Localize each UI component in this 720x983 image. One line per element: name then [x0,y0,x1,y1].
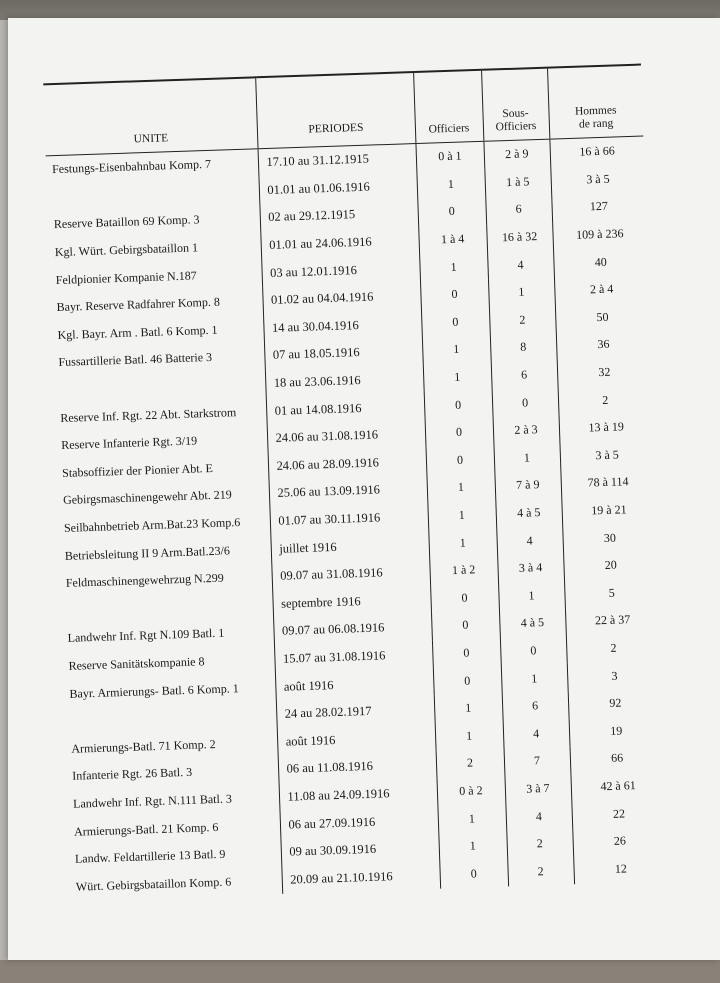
cell-periode: 24.06 au 31.08.1916 [267,420,426,453]
cell-unite: Feldpionier Kompanie N.187 [55,268,197,287]
cell-hommes: 109 à 236 [552,219,647,250]
cell-hommes: 3 à 5 [559,440,654,471]
cell-hommes: 13 à 19 [559,412,654,443]
cell-periode: 17.10 au 31.12.1915 [258,144,417,177]
header-unite: UNITE [43,77,257,155]
cell-unite: Landw. Feldartillerie 13 Batl. 9 [74,846,226,866]
cell-unite: Gebirgsmaschinengewehr Abt. 219 [62,487,232,508]
header-hommes-line1: Hommes [574,104,617,118]
cell-unite: Armierungs-Batl. 21 Komp. 6 [73,819,219,839]
cell-sous-officiers: 0 [492,388,559,418]
cell-sous-officiers: 6 [485,195,552,225]
cell-hommes: 42 à 61 [570,771,665,802]
cell-hommes: 92 [568,688,663,719]
cell-unite: Fussartillerie Batl. 46 Batterie 3 [58,350,213,370]
cell-officiers: 1 [419,252,488,282]
cell-periode: 02 au 29.12.1915 [259,199,418,232]
cell-hommes: 3 [567,660,662,691]
cell-officiers: 0 [425,418,494,448]
cell-hommes: 32 [557,357,652,388]
cell-sous-officiers: 6 [491,360,558,390]
cell-unite: Feldmaschinengewehrzug N.299 [65,570,224,591]
cell-unite: Reserve Bataillon 69 Komp. 3 [53,212,200,232]
cell-unite: Festungs-Eisenbahnbau Komp. 7 [51,157,212,177]
cell-unite: Reserve Infanterie Rgt. 3/19 [61,433,198,453]
cell-officiers: 1 [428,528,497,558]
cell-periode: 20.09 au 21.10.1916 [281,861,440,894]
cell-periode: 25.06 au 13.09.1916 [269,475,428,508]
cell-officiers: 0 à 1 [415,141,484,171]
cell-periode: 09 au 30.09.1916 [280,834,439,867]
cell-sous-officiers: 6 [502,691,569,721]
header-sous-line1: Sous- [502,107,529,121]
cell-hommes: 36 [556,330,651,361]
cell-unite: Kgl. Würt. Gebirgsbataillon 1 [54,240,199,260]
cell-unite: Bayr. Armierungs- Batl. 6 Komp. 1 [69,680,239,701]
cell-periode: 06 au 11.08.1916 [278,751,437,784]
cell-sous-officiers: 2 [506,829,573,859]
cell-sous-officiers: 4 [496,526,563,556]
cell-periode: 14 au 30.04.1916 [263,310,422,343]
cell-periode: 01.07 au 30.11.1916 [269,503,428,536]
cell-periode: 01.02 au 04.04.1916 [262,282,421,315]
cell-unite: Landwehr Inf. Rgt N.109 Batl. 1 [67,626,225,646]
cell-hommes: 22 à 37 [565,605,660,636]
cell-officiers: 1 [434,693,503,723]
cell-unite: Bayr. Reserve Radfahrer Komp. 8 [56,294,221,315]
header-sous-line2: Officiers [495,120,537,134]
cell-sous-officiers: 4 [505,801,572,831]
cell-periode: 15.07 au 31.08.1916 [274,640,433,673]
cell-hommes: 5 [564,578,659,609]
cell-hommes: 30 [562,523,657,554]
cell-sous-officiers: 7 à 9 [494,471,561,501]
cell-sous-officiers: 3 à 4 [497,553,564,583]
cell-officiers: 0 [424,390,493,420]
cell-periode: septembre 1916 [272,585,431,618]
cell-officiers: 0 [439,859,508,889]
cell-periode: 07 au 18.05.1916 [264,337,423,370]
header-hommes [547,65,643,140]
cell-periode: 24.06 au 28.09.1916 [268,447,427,480]
cell-periode: 09.07 au 06.08.1916 [273,613,432,646]
cell-periode: 24 au 28.02.1917 [276,696,435,729]
cell-officiers: 1 [437,804,506,834]
cell-sous-officiers: 4 [503,719,570,749]
cell-officiers: 1 [423,362,492,392]
cell-officiers: 0 à 2 [437,776,506,806]
cell-unite: Infanterie Rgt. 26 Batl. 3 [72,765,193,784]
cell-sous-officiers: 8 [490,333,557,363]
cell-periode: 01.01 au 24.06.1916 [260,227,419,260]
cell-periode: 11.08 au 24.09.1916 [279,778,438,811]
cell-sous-officiers: 3 à 7 [504,774,571,804]
cell-periode: 01 au 14.08.1916 [266,392,425,425]
cell-hommes: 3 à 5 [550,164,645,195]
cell-periode: 06 au 27.09.1916 [280,806,439,839]
cell-sous-officiers: 7 [504,746,571,776]
cell-hommes: 26 [572,826,667,857]
cell-officiers: 0 [432,638,501,668]
header-sous-officiers [481,68,549,142]
cell-officiers: 0 [431,611,500,641]
cell-officiers: 1 [435,721,504,751]
cell-unite: Seilbahnbetrieb Arm.Bat.23 Komp.6 [63,515,241,535]
cell-unite: Betriebsleitung II 9 Arm.Batl.23/6 [64,543,231,563]
header-hommes-line2: de rang [578,117,614,131]
header-officiers: Officiers [413,70,483,144]
cell-periode: 03 au 12.01.1916 [261,254,420,287]
cell-officiers: 1 à 2 [429,555,498,585]
cell-periode: 09.07 au 31.08.1916 [271,558,430,591]
cell-officiers: 1 [416,169,485,199]
cell-officiers: 0 [417,197,486,227]
cell-hommes: 19 [569,716,664,747]
cell-unite: Kgl. Bayr. Arm . Batl. 6 Komp. 1 [57,322,218,342]
cell-sous-officiers: 1 [501,664,568,694]
cell-officiers: 1 [422,335,491,365]
document-content [43,63,683,983]
cell-sous-officiers: 4 [487,250,554,280]
cell-sous-officiers: 2 à 3 [493,415,560,445]
cell-periode: août 1916 [277,723,436,756]
cell-sous-officiers: 0 [500,636,567,666]
cell-sous-officiers: 1 [498,581,565,611]
cell-sous-officiers: 4 à 5 [499,608,566,638]
cell-officiers: 0 [426,445,495,475]
cell-hommes: 78 à 114 [560,467,655,498]
cell-officiers: 2 [436,749,505,779]
cell-unite: Stabsoffizier der Pionier Abt. E [61,460,214,480]
cell-periode: 18 au 23.06.1916 [265,365,424,398]
cell-unite: Würt. Gebirgsbataillon Komp. 6 [75,874,232,894]
cell-unite: Landwehr Inf. Rgt. N.111 Batl. 3 [72,791,233,811]
cell-hommes: 66 [570,743,665,774]
cell-sous-officiers: 2 [489,305,556,335]
cell-hommes: 16 à 66 [549,136,644,167]
cell-unite: Armierungs-Batl. 71 Komp. 2 [71,736,216,756]
cell-officiers: 0 [420,280,489,310]
cell-unite: Reserve Sanitätskompanie 8 [68,654,205,673]
cell-sous-officiers: 1 [488,278,555,308]
cell-officiers: 1 à 4 [418,225,487,255]
cell-sous-officiers: 2 à 9 [483,139,550,169]
cell-officiers: 0 [421,307,490,337]
cell-hommes: 22 [571,798,666,829]
cell-officiers: 1 [438,831,507,861]
cell-hommes: 2 à 4 [554,274,649,305]
cell-hommes: 20 [563,550,658,581]
cell-sous-officiers: 1 [493,443,560,473]
cell-periode: 01.01 au 01.06.1916 [258,172,417,205]
document-page [8,18,720,960]
cell-sous-officiers: 16 à 32 [486,222,553,252]
header-periodes: PERIODES [255,72,415,149]
cell-hommes: 127 [551,192,646,223]
cell-officiers: 0 [433,666,502,696]
cell-sous-officiers: 1 à 5 [484,167,551,197]
table-body [46,136,668,901]
cell-periode: juillet 1916 [270,530,429,563]
cell-hommes: 19 à 21 [561,495,656,526]
cell-hommes: 2 [558,385,653,416]
cell-hommes: 2 [566,633,661,664]
cell-unite: Reserve Inf. Rgt. 22 Abt. Starkstrom [60,404,237,425]
cell-officiers: 0 [430,583,499,613]
cell-sous-officiers: 2 [507,857,574,887]
cell-hommes: 40 [553,247,648,278]
cell-hommes: 50 [555,302,650,333]
cell-officiers: 1 [427,500,496,530]
units-table [43,64,668,901]
cell-hommes: 12 [573,854,668,885]
cell-sous-officiers: 4 à 5 [495,498,562,528]
cell-officiers: 1 [426,473,495,503]
cell-periode: août 1916 [275,668,434,701]
